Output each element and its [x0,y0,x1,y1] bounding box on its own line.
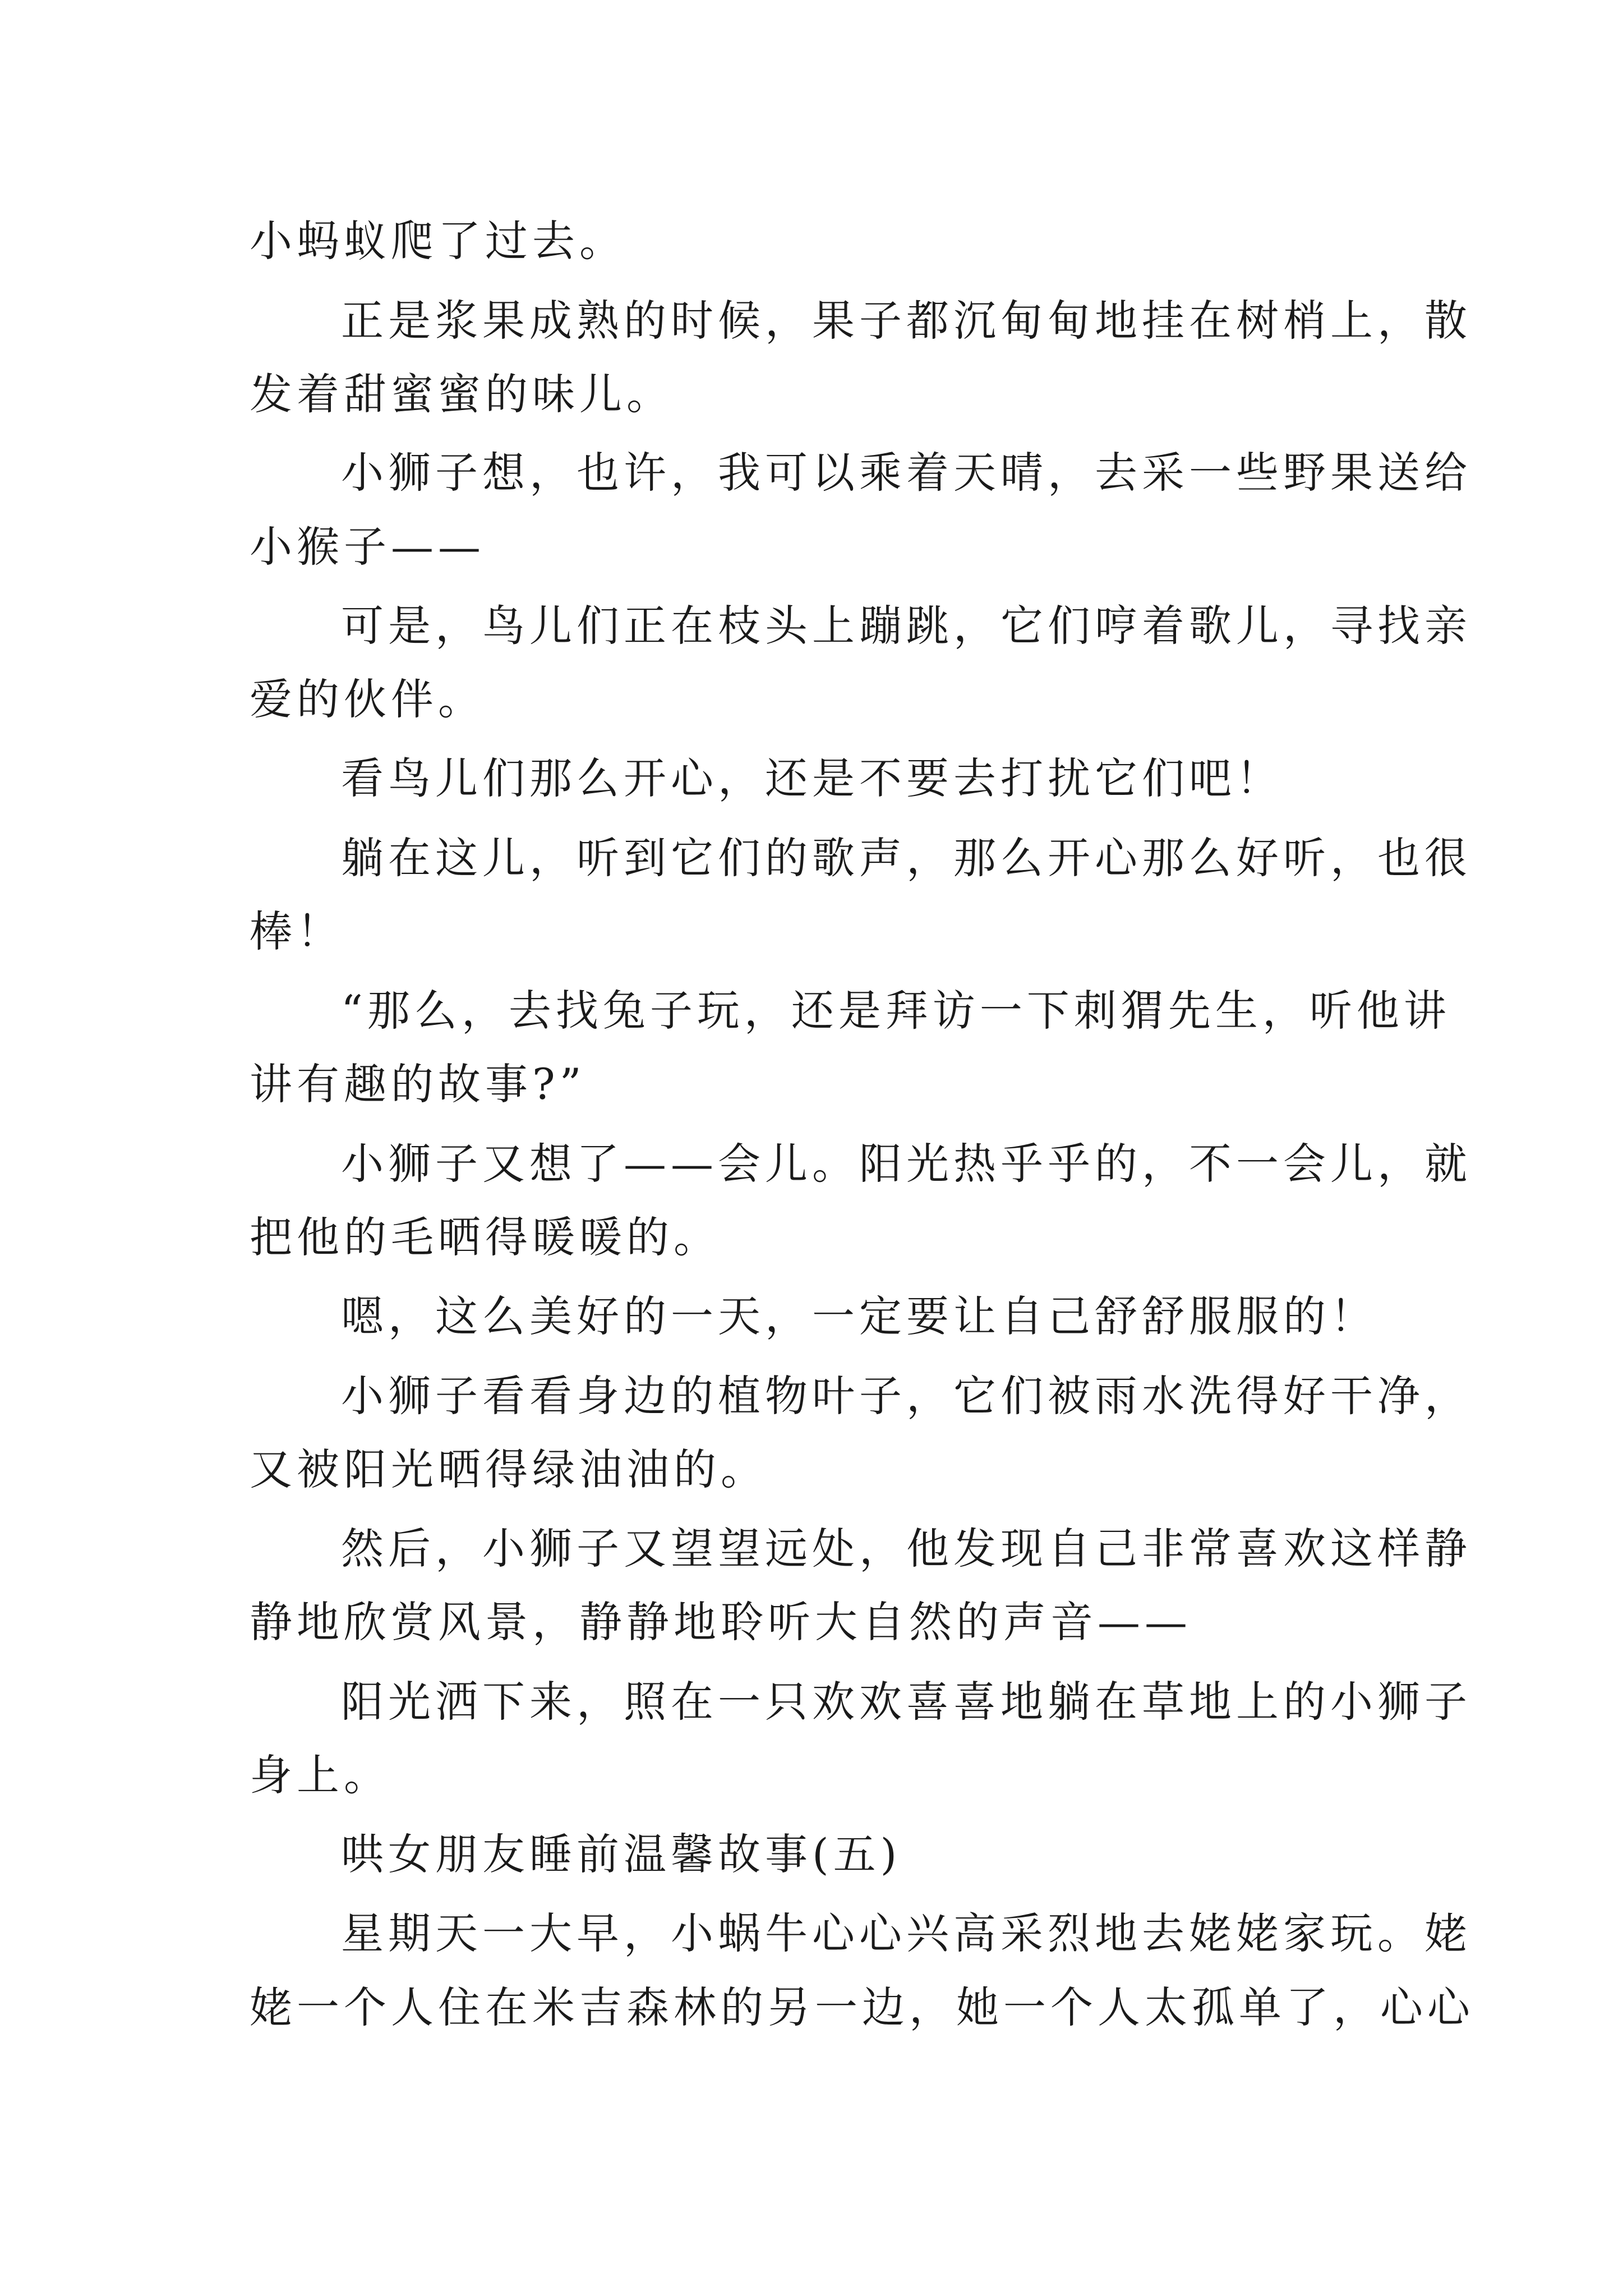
text-line: 发着甜蜜蜜的味儿。 [250,369,674,419]
text-line: 把他的毛晒得暖暖的。 [250,1212,721,1262]
text-line: 小狮子看看身边的植物叶子，它们被雨水洗得好干净， [341,1371,1472,1421]
text-line: 小猴子—— [250,522,485,572]
text-line: 又被阳光晒得绿油油的。 [250,1444,768,1494]
text-line: 看鸟儿们那么开心，还是不要去打扰它们吧！ [341,753,1283,803]
section-heading: 哄女朋友睡前温馨故事(五) [341,1829,902,1879]
text-line: 静地欣赏风景，静静地聆听大自然的声音—— [250,1597,1192,1647]
text-line: 身上。 [250,1750,391,1800]
text-line: 星期天一大早，小蜗牛心心兴高采烈地去姥姥家玩。姥 [341,1908,1472,1958]
text-line: 阳光洒下来，照在一只欢欢喜喜地躺在草地上的小狮子 [341,1677,1472,1727]
text-line: 讲有趣的故事?” [250,1059,586,1109]
text-line: 小狮子又想了——会儿。阳光热乎乎的，不一会儿，就 [341,1139,1472,1189]
text-line: 小蚂蚁爬了过去。 [250,216,626,266]
text-line: 爱的伙伴。 [250,674,485,724]
text-line: “那么，去找兔子玩，还是拜访一下刺猬先生，听他讲 [341,986,1451,1036]
text-line: 嗯，这么美好的一天，一定要让自己舒舒服服的！ [341,1291,1377,1341]
text-line: 棒！ [250,907,344,956]
text-line: 姥一个人住在米吉森林的另一边，她一个人太孤单了，心心 [250,1982,1474,2032]
text-line: 小狮子想，也许，我可以乘着天晴，去采一些野果送给 [341,448,1472,498]
text-line: 躺在这儿，听到它们的歌声，那么开心那么好听，也很 [341,833,1472,883]
text-line: 正是浆果成熟的时候，果子都沉甸甸地挂在树梢上，散 [341,296,1472,346]
text-line: 可是，鸟儿们正在枝头上蹦跳，它们哼着歌儿，寻找亲 [341,601,1472,651]
text-line: 然后，小狮子又望望远处，他发现自己非常喜欢这样静 [341,1524,1472,1573]
